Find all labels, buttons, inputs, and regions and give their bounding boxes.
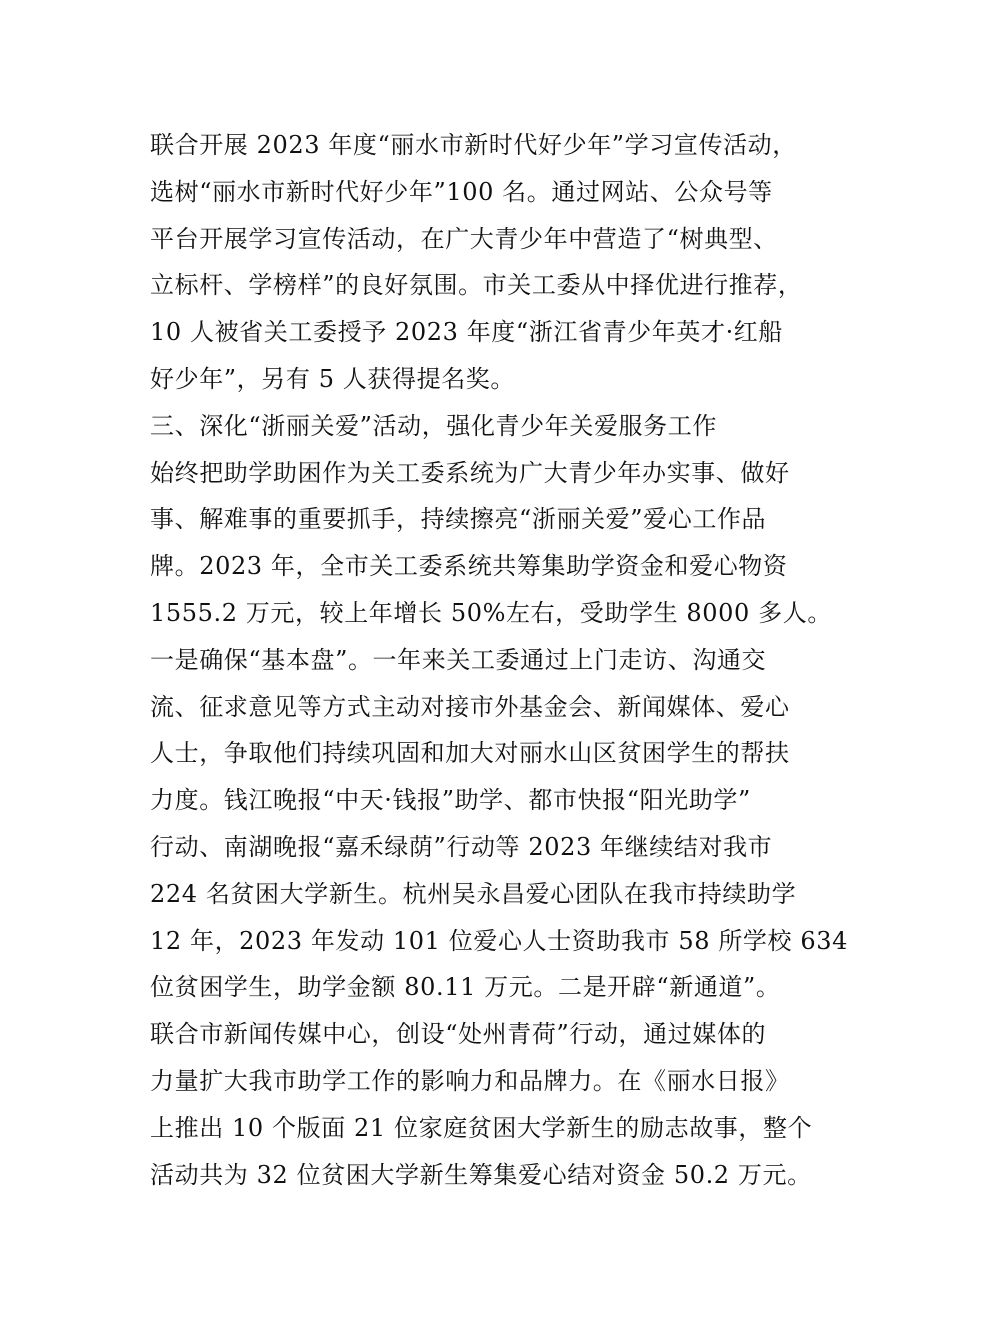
text-line-5: 10 人被省关工委授予 2023 年度“浙江省青少年英才·红船	[150, 318, 784, 347]
document-body	[150, 122, 850, 1198]
text-line-9: 事、解难事的重要抓手，持续擦亮“浙丽关爱”爱心工作品	[150, 505, 767, 534]
text-line-16: 行动、南湖晚报“嘉禾绿荫”行动等 2023 年继续结对我市	[150, 832, 773, 861]
text-line-2: 选树“丽水市新时代好少年”100 名。通过网站、公众号等	[150, 177, 773, 206]
text-line-12: 一是确保“基本盘”。一年来关工委通过上门走访、沟通交	[150, 645, 767, 674]
text-line-18: 12 年，2023 年发动 101 位爱心人士资助我市 58 所学校 634	[150, 926, 848, 955]
text-line-3: 平台开展学习宣传活动，在广大青少年中营造了“树典型、	[150, 224, 778, 253]
text-line-15: 力度。钱江晚报“中天·钱报”助学、都市快报“阳光助学”	[150, 786, 751, 815]
text-line-20: 联合市新闻传媒中心，创设“处州青荷”行动，通过媒体的	[150, 1020, 767, 1049]
text-line-13: 流、征求意见等方式主动对接市外基金会、新闻媒体、爱心	[150, 692, 790, 721]
text-line-19: 位贫困学生，助学金额 80.11 万元。二是开辟“新通道”。	[150, 973, 781, 1002]
text-line-23: 活动共为 32 位贫困大学新生筹集爱心结对资金 50.2 万元。	[150, 1160, 812, 1189]
section-heading: 三、深化“浙丽关爱”活动，强化青少年关爱服务工作	[150, 411, 717, 440]
text-line-4: 立标杆、学榜样”的良好氛围。市关工委从中择优进行推荐，	[150, 271, 803, 300]
text-line-14: 人士，争取他们持续巩固和加大对丽水山区贫困学生的帮扶	[150, 739, 790, 768]
text-line-10: 牌。2023 年，全市关工委系统共筹集助学资金和爱心物资	[150, 552, 788, 581]
text-line-17: 224 名贫困大学新生。杭州吴永昌爱心团队在我市持续助学	[150, 879, 797, 908]
text-line-22: 上推出 10 个版面 21 位家庭贫困大学新生的励志故事，整个	[150, 1113, 813, 1142]
text-line-6: 好少年”，另有 5 人获得提名奖。	[150, 364, 515, 393]
text-line-1: 联合开展 2023 年度“丽水市新时代好少年”学习宣传活动，	[150, 131, 797, 159]
text-line-21: 力量扩大我市助学工作的影响力和品牌力。在《丽水日报》	[150, 1066, 790, 1095]
text-line-11: 1555.2 万元，较上年增长 50%左右，受助学生 8000 多人。	[150, 598, 832, 627]
text-line-8: 始终把助学助困作为关工委系统为广大青少年办实事、做好	[150, 458, 790, 487]
